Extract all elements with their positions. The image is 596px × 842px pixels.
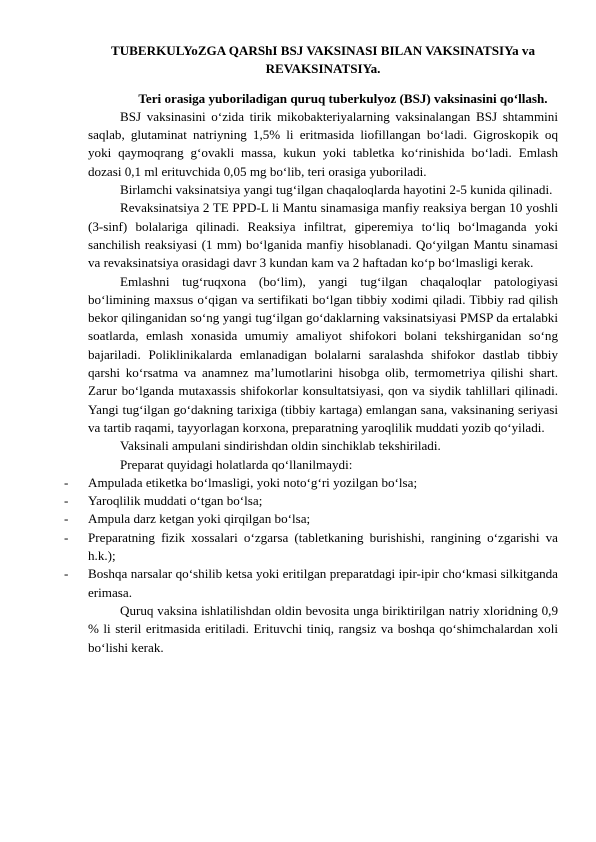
list-item-text: Preparatning fizik xossalari o‘zgarsa (tabletkaning burishishi, rangining o‘zgarishi va h.k.);: [88, 529, 558, 564]
list-item: [64, 492, 558, 510]
list-item-text: Boshqa narsalar qo‘shilib ketsa yoki eritilgan preparatdagi ipir-ipir cho‘kmasi silkitganda erimasa.: [88, 566, 558, 600]
list-marker: -: [64, 493, 69, 509]
list-item-text: Ampula darz ketgan yoki qirqilgan bo‘lsa;: [88, 511, 311, 527]
list-marker: -: [64, 474, 69, 490]
list-marker: -: [64, 511, 69, 527]
list-item: [64, 510, 558, 528]
paragraph-contraindications-intro: Preparat quyidagi holatlarda qo‘llanilmaydi:: [120, 456, 353, 472]
list-marker: -: [64, 529, 69, 545]
document-page: [64, 42, 558, 657]
list-item-text: Yaroqlilik muddati o‘tgan bo‘lsa;: [88, 493, 263, 509]
paragraph-revaccination: Revaksinatsiya 2 TE PPD-L li Mantu sinamasiga manfiy reaksiya bergan 10 yoshli (3-sinf) bolalariga qilinadi. Reaksiya infiltrat, giperemiya to‘liq bo‘lmaganda yoki sanchilish reaksiyasi (1 mm) bo‘lganida manfiy hisoblanadi. Qo‘yilgan Mantu sinamasi va revaksinatsiya orasidagi davr 3 kundan kam va 2 haftadan ko‘p bo‘lmasligi kerak.: [88, 200, 558, 271]
document-title: TUBERKULYoZGA QARShI BSJ VAKSINASI BILAN VAKSINATSIYa va REVAKSINATSIYa.: [110, 43, 535, 77]
list-item: [64, 565, 558, 602]
paragraph-reconstitution: Quruq vaksina ishlatilishdan oldin bevosita unga biriktirilgan natriy xloridning 0,9 % li steril eritmasida eritiladi. Erituvchi tiniq, rangsiz va boshqa qo‘shimchalardan xoli bo‘lishi kerak.: [88, 602, 558, 655]
list-item-text: Ampulada etiketka bo‘lmasligi, yoki noto‘g‘ri yozilgan bo‘lsa;: [88, 474, 418, 490]
list-item: [64, 474, 558, 492]
paragraph-ampoule-check: Vaksinali ampulani sindirishdan oldin sinchiklab tekshiriladi.: [120, 438, 441, 454]
list-item: [64, 529, 558, 566]
paragraph-vaccination-procedure: Emlashni tug‘ruqxona (bo‘lim), yangi tug‘ilgan chaqaloqlar patologiyasi bo‘limining maxsus o‘qigan va sertifikati bo‘lgan tibbiy xodimi qiladi. Tibbiy rad qilish bekor qilinganidan so‘ng yangi tug‘ilgan go‘daklarning vaksinatsiyasi PMSP da ertalabki soatlarda, emlash xonasida umumiy amaliyot shifokori bolani tekshirganidan so‘ng bajariladi. Poliklinikalarda emlanadigan bolalarni saralashda shifokor dastlab tibbiy qarshi ko‘rsatma va anamnez ma’lumotlarini hisobga olib, termometriya qilishi shart. Zarur bo‘lganda mutaxassis shifokorlar konsultatsiyasi, qon va siydik tahlillari qilinadi. Yangi tug‘ilgan go‘dakning tarixiga (tibbiy kartaga) emlangan sana, vaksinaning seriyasi va tartib raqami, tayyorlagan korxona, preparatning yaroqlilik muddati yozib qo‘yiladi.: [88, 273, 558, 435]
paragraph-vaccine-description: BSJ vaksinasini o‘zida tirik mikobakteriyalarning vaksinalangan BSJ shtammini saqlab, glutaminat natriyning 1,5% li eritmasida liofillangan bo‘ladi. Gigroskopik oq yoki qaymoqrang g‘ovakli massa, kukun yoki tabletka ko‘rinishida bo‘ladi. Emlash dozasi 0,1 ml erituvchida 0,05 mg bo‘lib, teri orasiga yuboriladi.: [88, 108, 558, 179]
list-marker: -: [64, 566, 69, 582]
paragraph-primary-vaccination: Birlamchi vaksinatsiya yangi tug‘ilgan chaqaloqlarda hayotini 2-5 kunida qilinadi.: [120, 182, 553, 198]
contraindication-list: [64, 474, 558, 602]
section-subtitle: Teri orasiga yuboriladigan quruq tuberkulyoz (BSJ) vaksinasini qo‘llash.: [138, 90, 548, 106]
